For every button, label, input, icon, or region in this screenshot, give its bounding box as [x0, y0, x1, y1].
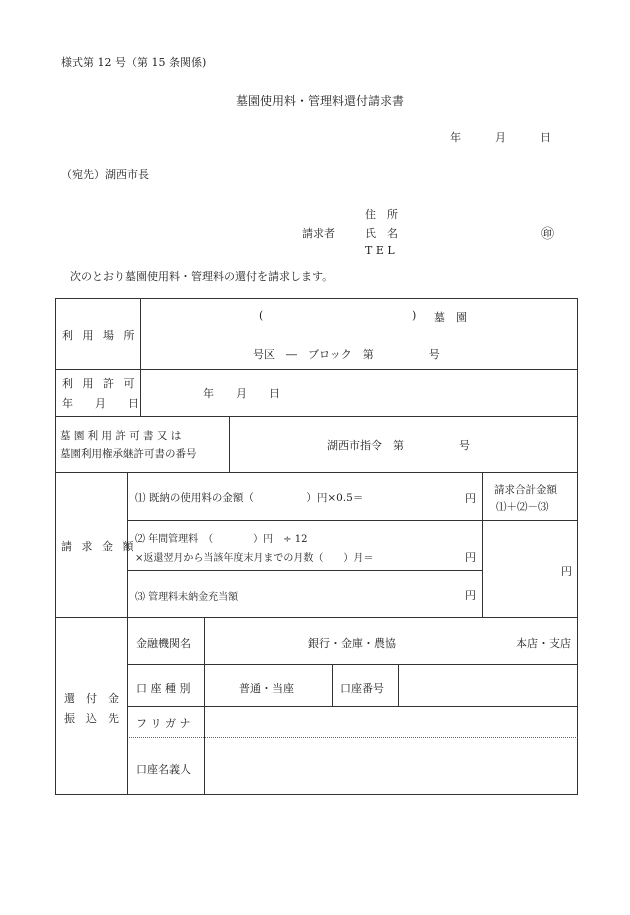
addressee: （宛先）湖西市長 [61, 168, 149, 181]
claim-item-1-unit: 円 [465, 492, 476, 505]
row-divider [55, 369, 578, 370]
tel-label: T E L [365, 244, 395, 257]
bank-name-label: 金融機関名 [136, 637, 191, 650]
claim-item-2-unit: 円 [465, 551, 476, 564]
address-label: 住 所 [365, 208, 398, 221]
name-label: 氏 名 [365, 227, 398, 240]
permit-date-value[interactable]: 年 月 日 [203, 387, 280, 400]
col-divider [127, 472, 128, 795]
permit-number-value[interactable]: 湖西市指令 第 号 [327, 439, 470, 452]
permit-date-label-2: 年 月 日 [62, 397, 139, 410]
account-holder-label: 口座名義人 [136, 763, 191, 776]
row-divider [55, 472, 578, 473]
location-paren-close: ) [412, 309, 417, 322]
refund-label-1: 還 付 金 [64, 692, 119, 705]
claim-item-2-line1: ⑵ 年間管理料 （ ）円 ÷ 12 [135, 534, 308, 545]
intro-text: 次のとおり墓園使用料・管理料の還付を請求します。 [70, 270, 334, 283]
row-divider [127, 664, 578, 665]
permit-number-label-1: 墓 園 利 用 許 可 書 又 は [60, 430, 182, 442]
claim-item-3-unit: 円 [465, 589, 476, 602]
claim-amount-label: 請 求 金 額 [61, 540, 137, 553]
location-cemetery: 墓 園 [434, 311, 467, 324]
row-divider [55, 416, 578, 417]
location-block-number: 号区 ― ブロック 第 号 [253, 348, 440, 361]
row-divider [55, 617, 578, 618]
claim-item-2-line2: ×返還翌月から当該年度末月までの月数（ ）月＝ [135, 553, 374, 564]
refund-label-2: 振 込 先 [64, 712, 119, 725]
col-divider [482, 472, 483, 617]
date-year: 年 [450, 131, 461, 144]
row-divider [127, 570, 482, 571]
col-divider [332, 664, 333, 706]
claimant-label: 請求者 [302, 227, 335, 240]
date-day: 日 [540, 131, 551, 144]
claim-total-formula: ⑴＋⑵－⑶ [496, 501, 549, 513]
location-paren-open: ( [259, 309, 264, 322]
location-label: 利 用 場 所 [62, 329, 138, 342]
dotted-divider [127, 737, 578, 738]
seal-mark: ㊞ [541, 227, 555, 242]
date-month: 月 [495, 131, 506, 144]
permit-date-label-1: 利 用 許 可 [62, 377, 138, 390]
bank-branch-options[interactable]: 本店・支店 [516, 637, 571, 650]
col-divider [229, 416, 230, 472]
account-type-label: 口 座 種 別 [136, 682, 191, 695]
col-divider [140, 298, 141, 416]
permit-number-label-2: 墓園利用権承継許可書の番号 [60, 448, 197, 460]
furigana-label: フ リ ガ ナ [136, 717, 191, 730]
claim-item-1: ⑴ 既納の使用料の金額（ ）円×0.5＝ [135, 492, 364, 504]
account-type-options[interactable]: 普通・当座 [239, 682, 294, 695]
page-title: 墓園使用料・管理料還付請求書 [236, 94, 405, 108]
col-divider [398, 664, 399, 706]
claim-total-unit: 円 [561, 565, 572, 578]
form-number: 様式第 12 号（第 15 条関係) [61, 56, 207, 69]
account-number-label: 口座番号 [340, 682, 384, 695]
row-divider [127, 520, 578, 521]
col-divider [204, 617, 205, 795]
row-divider [127, 706, 578, 707]
bank-type-options[interactable]: 銀行・金庫・農協 [308, 637, 396, 650]
claim-total-label: 請求合計金額 [494, 484, 557, 496]
claim-item-3: ⑶ 管理料未納金充当額 [135, 592, 239, 603]
